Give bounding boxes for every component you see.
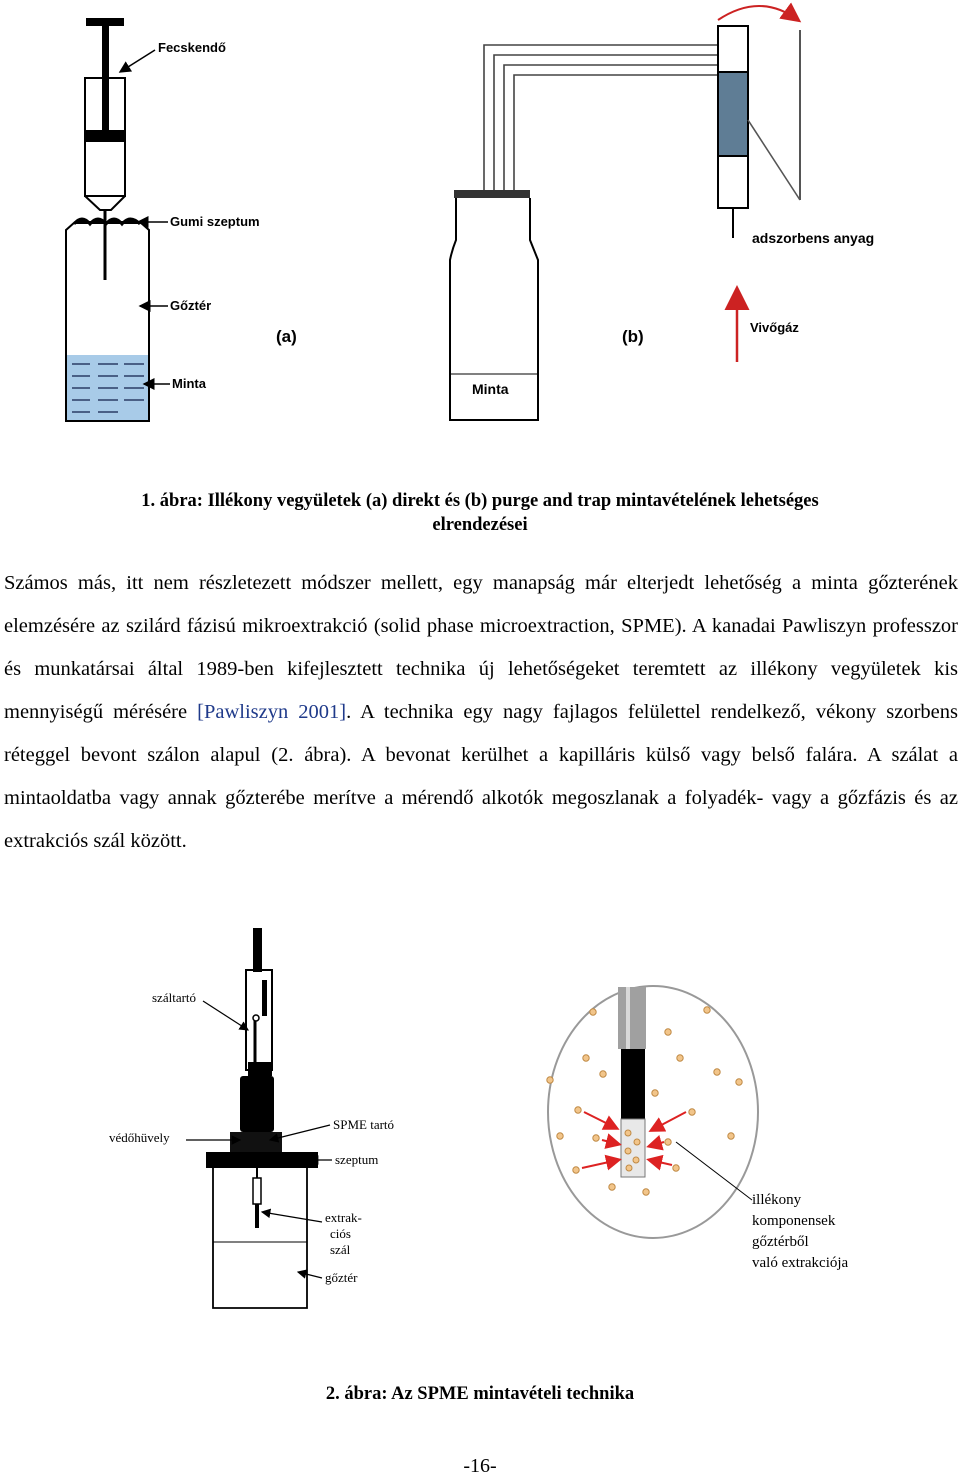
label-sample-a: Minta [172, 376, 206, 391]
figure-2-diagram [0, 920, 960, 1360]
label-headspace-2: gőztér [325, 1270, 358, 1285]
figure-1-diagram [0, 0, 960, 470]
label-fiber-1: extrak- [325, 1210, 362, 1225]
body-paragraph: Számos más, itt nem részletezett módszer mellett, egy manapság már elterjedt lehetőség a minta gőzterének elemzésére az szilárd fázisú mikroextrakció (solid phase microextraction, SPME). A kanadai Pawliszyn professzor és munkatársai által 1989-ben kifejlesztett technika új lehetőségeket teremtett az illékony vegyületek kis mennyiségű mérésére [Pawliszyn 2001]. A technika egy nagy fajlagos felülettel rendelkező, vékony szorbens réteggel bevont szálon alapul (2. ábra). A bevonat kerülhet a kapilláris külső vagy belső falára. A szálat a mintaoldatba vagy annak gőzterébe merítve a mérendő alkotók megoszlanak a folyadék- vagy a gőzfázis és az extrakciós szál között. [4, 572, 958, 852]
label-desc-2: komponensek [752, 1213, 836, 1229]
label-fiber-3: szál [330, 1242, 351, 1257]
figure-1-caption: 1. ábra: Illékony vegyületek (a) direkt és (b) purge and trap mintavételének lehetséges elrendezései [141, 491, 819, 535]
label-desc-1: illékony [752, 1192, 802, 1208]
page-number: -16- [463, 1455, 497, 1477]
label-desc-4: való extrakciója [752, 1255, 849, 1271]
label-syringe: Fecskendő [158, 40, 226, 55]
label-guard-sleeve: védőhüvely [109, 1130, 170, 1145]
label-sample-b: Minta [472, 381, 509, 397]
label-adsorbent: adszorbens anyag [752, 230, 875, 246]
label-carrier-gas: Vivőgáz [750, 320, 799, 335]
label-spme-holder: SPME tartó [333, 1117, 395, 1132]
label-septum: Gumi szeptum [170, 214, 260, 229]
label-headspace-a: Gőztér [170, 298, 212, 313]
label-septum-2: szeptum [335, 1152, 379, 1167]
label-fiber-2: ciós [330, 1226, 351, 1241]
spme-device [206, 928, 318, 1308]
syringe-a [85, 18, 125, 280]
adsorbent-tube [718, 26, 748, 238]
label-fiber-holder: száltartó [152, 990, 197, 1005]
figure-2-caption: 2. ábra: Az SPME mintavételi technika [325, 1384, 635, 1404]
vial-a [66, 219, 149, 421]
panel-label-b: (b) [622, 327, 644, 346]
label-desc-3: gőztérből [752, 1234, 809, 1250]
panel-label-a: (a) [276, 327, 297, 346]
citation-link[interactable]: [Pawliszyn 2001] [197, 701, 347, 723]
tubing-b [484, 45, 718, 195]
